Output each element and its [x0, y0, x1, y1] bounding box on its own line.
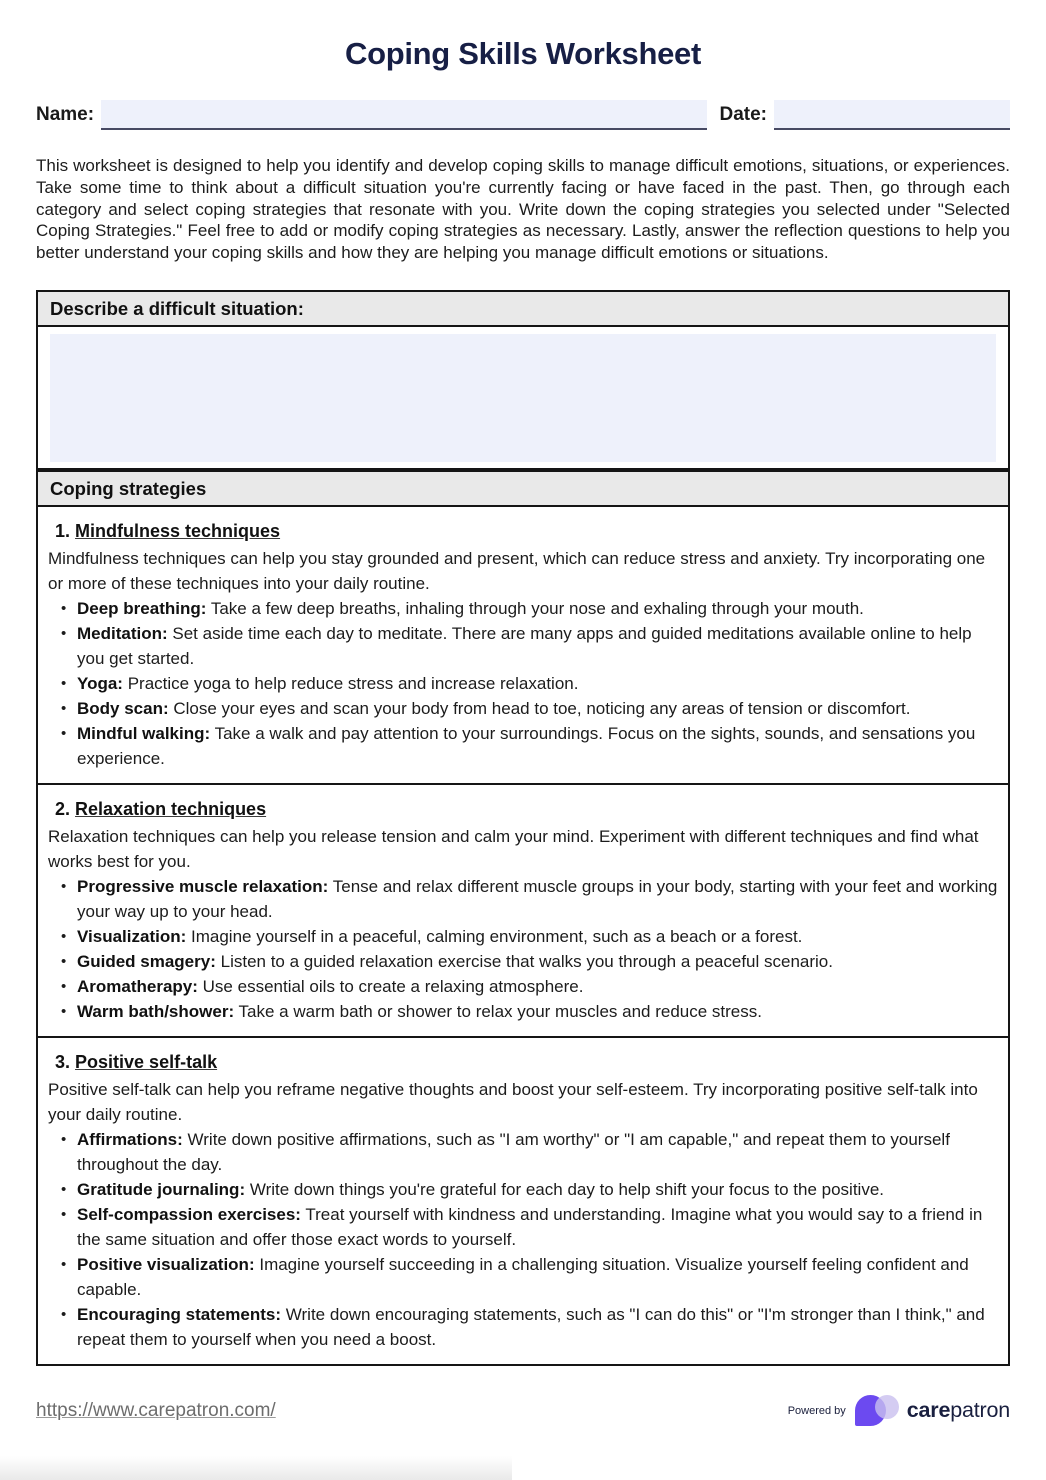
difficult-situation-textarea[interactable] [50, 334, 996, 462]
section-heading [55, 1050, 1000, 1075]
carepatron-link[interactable]: https://www.carepatron.com/ [36, 1399, 276, 1421]
list-item: • Encouraging statements: Write down encouraging statements, such as "I can do this" or "I'm stronger than I think," and repeat them to yourself when you need a boost. [48, 1302, 1000, 1352]
section-title: Positive self-talk [75, 1051, 218, 1072]
section-intro: Relaxation techniques can help you release tension and calm your mind. Experiment with different techniques and find what works best for you. [48, 826, 979, 871]
describe-situation-header: Describe a difficult situation: [36, 290, 1010, 327]
page-edge-shade [0, 1456, 512, 1480]
list-item: • Yoga: Practice yoga to help reduce stress and increase relaxation. [48, 671, 1000, 696]
section-number: 1. [55, 520, 71, 541]
date-label: Date: [719, 104, 767, 125]
worksheet-instructions: This worksheet is designed to help you identify and develop coping skills to manage difficult emotions, situations, or experiences. Take some time to think about a difficult situation you're currently facing or have faced in the past. Then, go through each category and select coping strategies that resonate with you. Write down the coping strategies you selected under "Selected Coping Strategies." Feel free to add or modify coping strategies as necessary. Lastly, answer the reflection questions to help you better understand your coping skills and how they are helping you manage difficult emotions or situations. [36, 156, 1010, 263]
describe-situation-box [36, 327, 1010, 470]
list-item: • Meditation: Set aside time each day to meditate. There are many apps and guided meditations available online to help you get started. [48, 621, 1000, 671]
section-title: Relaxation techniques [75, 798, 267, 819]
list-item: • Affirmations: Write down positive affirmations, such as "I am worthy" or "I am capable," and repeat them to yourself throughout the day. [48, 1127, 1000, 1177]
strategy-list [48, 1127, 1000, 1352]
list-item: • Deep breathing: Take a few deep breaths, inhaling through your nose and exhaling through your mouth. [48, 596, 1000, 621]
section-mindfulness-techniques [36, 507, 1010, 785]
list-item: • Body scan: Close your eyes and scan your body from head to toe, noticing any areas of tension or discomfort. [48, 696, 1000, 721]
list-item: • Aromatherapy: Use essential oils to create a relaxing atmosphere. [48, 974, 1000, 999]
powered-by [788, 1393, 1010, 1429]
date-input[interactable] [774, 100, 1010, 130]
powered-by-label: Powered by [787, 1404, 846, 1417]
section-number: 3. [55, 1051, 71, 1072]
list-item: • Gratitude journaling: Write down things you're grateful for each day to help shift your focus to the positive. [48, 1177, 1000, 1202]
list-item: • Visualization: Imagine yourself in a peaceful, calming environment, such as a beach or a forest. [48, 924, 1000, 949]
list-item: • Warm bath/shower: Take a warm bath or shower to relax your muscles and reduce stress. [48, 999, 1000, 1024]
section-relaxation-techniques [36, 785, 1010, 1038]
section-number: 2. [55, 798, 71, 819]
section-intro: Positive self-talk can help you reframe negative thoughts and boost your self-esteem. Try incorporating positive self-talk into your daily routine. [48, 1079, 978, 1124]
strategy-list [48, 596, 1000, 771]
name-label: Name: [36, 104, 95, 125]
strategy-list [48, 874, 1000, 1024]
page-footer [0, 1393, 1046, 1429]
page-title: Coping Skills Worksheet [345, 36, 701, 71]
list-item: • Mindful walking: Take a walk and pay attention to your surroundings. Focus on the sights, sounds, and sensations you experience. [48, 721, 1000, 771]
list-item: • Positive visualization: Imagine yourself succeeding in a challenging situation. Visualize yourself feeling confident and capable. [48, 1252, 1000, 1302]
section-intro: Mindfulness techniques can help you stay grounded and present, which can reduce stress and anxiety. Try incorporating one or more of these techniques into your daily routine. [48, 548, 986, 593]
section-heading [55, 519, 1000, 544]
section-title: Mindfulness techniques [75, 520, 281, 541]
carepatron-wordmark: carepatron [906, 1398, 1010, 1423]
carepatron-logo-icon [855, 1393, 901, 1429]
list-item: • Self-compassion exercises: Treat yourself with kindness and understanding. Imagine what you would say to a friend in the same situation and offer those exact words to yourself. [48, 1202, 1000, 1252]
name-input[interactable] [101, 100, 707, 130]
worksheet-body [36, 290, 1010, 1366]
logo-dot-shape [875, 1395, 899, 1419]
section-heading [55, 797, 1000, 822]
coping-strategies-header: Coping strategies [36, 470, 1010, 507]
list-item: • Guided smagery: Listen to a guided relaxation exercise that walks you through a peaceful scenario. [48, 949, 1000, 974]
name-date-row [36, 100, 1010, 130]
section-positive-self-talk [36, 1038, 1010, 1366]
list-item: • Progressive muscle relaxation: Tense and relax different muscle groups in your body, starting with your feet and working your way up to your head. [48, 874, 1000, 924]
